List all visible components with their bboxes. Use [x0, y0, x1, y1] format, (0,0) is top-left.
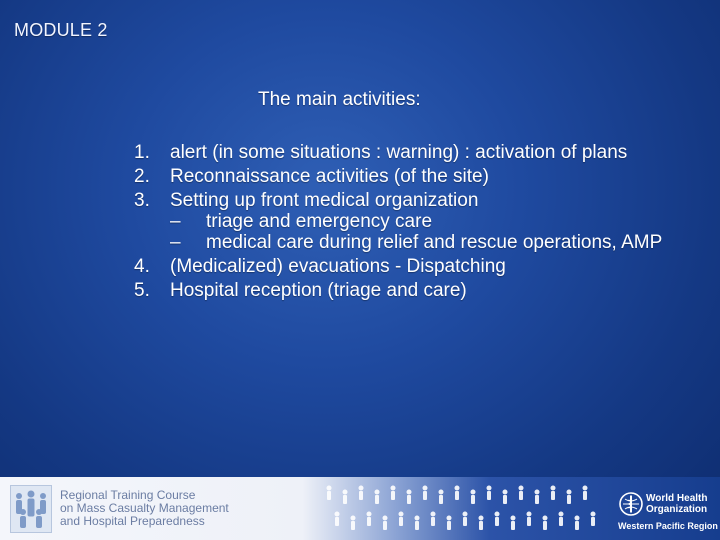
who-logo — [618, 487, 718, 537]
list-item — [128, 142, 688, 163]
course-title-line: and Hospital Preparedness — [60, 514, 205, 528]
sub-list-item-text: triage and emergency care — [206, 211, 433, 232]
list-item — [128, 256, 688, 277]
who-name-line: World Health — [646, 493, 708, 504]
sub-list-marker: – — [170, 211, 181, 232]
slide-heading: The main activities: — [258, 89, 421, 110]
who-name-line: Organization — [646, 504, 708, 515]
list-item-text: Reconnaissance activities (of the site) — [170, 166, 489, 187]
list-number: 3. — [134, 190, 150, 211]
list-number: 1. — [134, 142, 150, 163]
course-title — [60, 489, 229, 528]
sub-list-item-text: medical care during relief and rescue operations, AMP — [206, 232, 663, 253]
who-emblem-icon — [618, 491, 644, 517]
list-item-text: alert (in some situations : warning) : activation of plans — [170, 142, 628, 163]
course-title-line: on Mass Casualty Management — [60, 501, 229, 515]
list-item — [128, 190, 688, 253]
sub-list-item — [170, 211, 688, 232]
crowd-silhouettes-icon — [300, 477, 620, 540]
list-item — [128, 280, 688, 301]
list-number: 2. — [134, 166, 150, 187]
list-number: 4. — [134, 256, 150, 277]
people-logo-icon — [10, 485, 52, 533]
list-item-text: Setting up front medical organization — [170, 190, 479, 211]
footer-banner — [0, 477, 720, 540]
who-name — [646, 493, 707, 515]
list-item — [128, 166, 688, 187]
list-number: 5. — [134, 280, 150, 301]
list-item-text: Hospital reception (triage and care) — [170, 280, 467, 301]
course-title-line: Regional Training Course — [60, 488, 196, 502]
sub-list-marker: – — [170, 232, 181, 253]
activity-list — [128, 142, 688, 304]
list-item-text: (Medicalized) evacuations - Dispatching — [170, 256, 506, 277]
who-region: Western Pacific Region — [618, 521, 718, 531]
sub-list — [170, 211, 688, 253]
module-label: MODULE 2 — [14, 20, 108, 40]
sub-list-item — [170, 232, 688, 253]
